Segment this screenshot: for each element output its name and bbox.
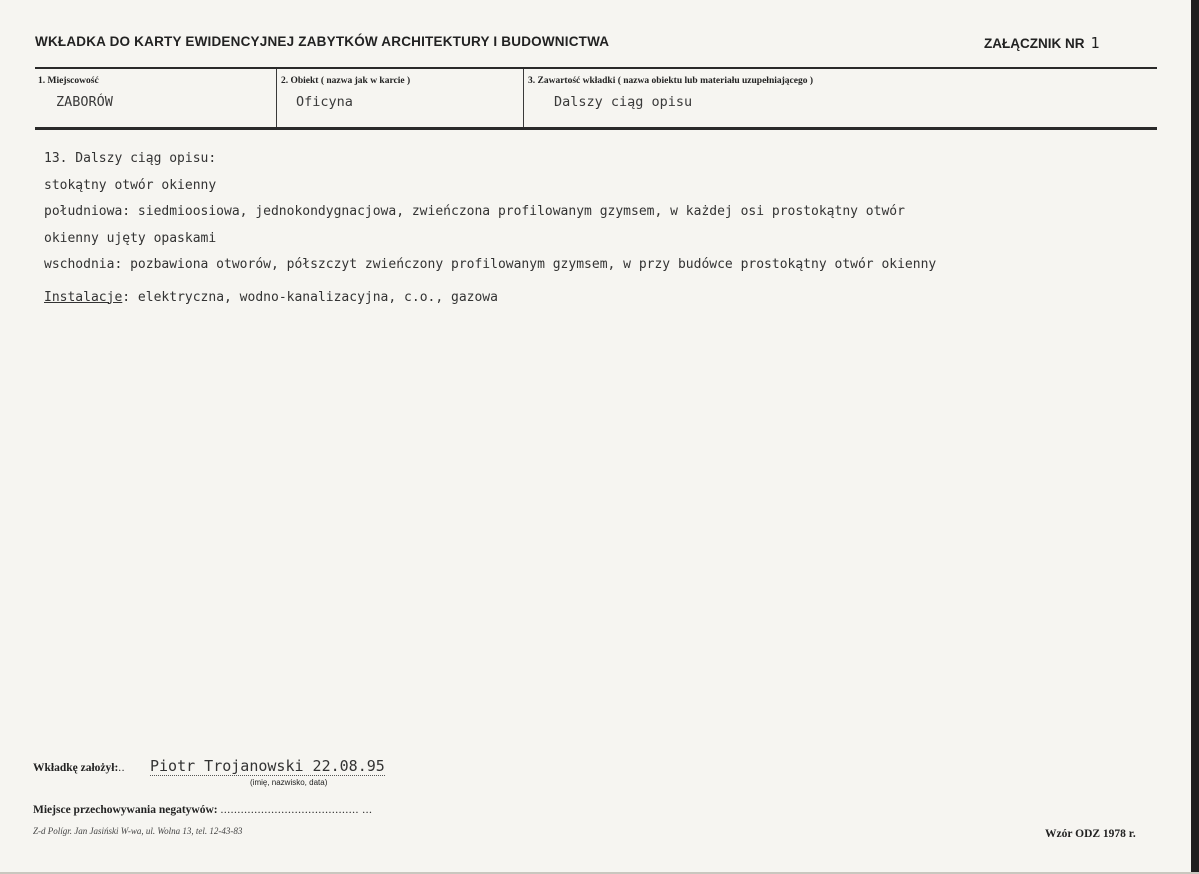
scan-edge	[1191, 0, 1199, 874]
negatives-dots: ......................................... ...	[220, 804, 373, 816]
annex-number: 1	[1090, 34, 1100, 52]
description-body	[44, 146, 936, 311]
installations-label: Instalacje	[44, 289, 123, 305]
description-line-2: stokątny otwór okienny	[44, 177, 217, 193]
header-top-rule	[35, 67, 1157, 69]
created-by-label-text: Wkładkę założył:	[33, 762, 119, 774]
created-by-dots: ..	[118, 762, 126, 774]
installations-line	[44, 285, 936, 312]
locality-value: ZABORÓW	[56, 94, 113, 110]
object-value: Oficyna	[296, 94, 353, 110]
created-by-label	[33, 762, 125, 774]
annex-label	[984, 34, 1100, 52]
description-line-4: okienny ujęty opaskami	[44, 230, 217, 246]
form-model: Wzór ODZ 1978 r.	[1045, 828, 1136, 840]
content-label: 3. Zawartość wkładki ( nazwa obiektu lub materiału uzupełniającego )	[528, 76, 814, 86]
description-line-1: 13. Dalszy ciąg opisu:	[44, 151, 217, 166]
created-by-hint: (imię, nazwisko, data)	[250, 778, 328, 787]
header-bottom-rule	[35, 127, 1157, 130]
description-line-5: wschodnia: pozbawiona otworów, półszczyt zwieńczony profilowanym gzymsem, w przy budówce prostokątny otwór okienny	[44, 257, 937, 272]
object-label: 2. Obiekt ( nazwa jak w karcie )	[281, 76, 411, 86]
column-divider-1	[276, 69, 277, 127]
document-title: WKŁADKA DO KARTY EWIDENCYJNEJ ZABYTKÓW ARCHITEKTURY I BUDOWNICTWA	[35, 34, 610, 49]
locality-label: 1. Miejscowość	[38, 76, 99, 86]
column-divider-2	[523, 69, 524, 127]
negatives-label-text: Miejsce przechowywania negatywów:	[33, 804, 218, 816]
content-value: Dalszy ciąg opisu	[554, 94, 693, 110]
created-by-value: Piotr Trojanowski 22.08.95	[150, 757, 385, 775]
printer-imprint: Z-d Polígr. Jan Jasiński W-wa, ul. Wolna 13, tel. 12-43-83	[33, 826, 243, 836]
installations-value: : elektryczna, wodno-kanalizacyjna, c.o., gazowa	[122, 289, 498, 305]
annex-label-text: ZAŁĄCZNIK NR	[984, 36, 1085, 51]
description-line-3: południowa: siedmioosiowa, jednokondygnacjowa, zwieńczona profilowanym gzymsem, w każdej osi prostokątny otwór	[44, 204, 905, 219]
negatives-location-label	[33, 804, 372, 816]
